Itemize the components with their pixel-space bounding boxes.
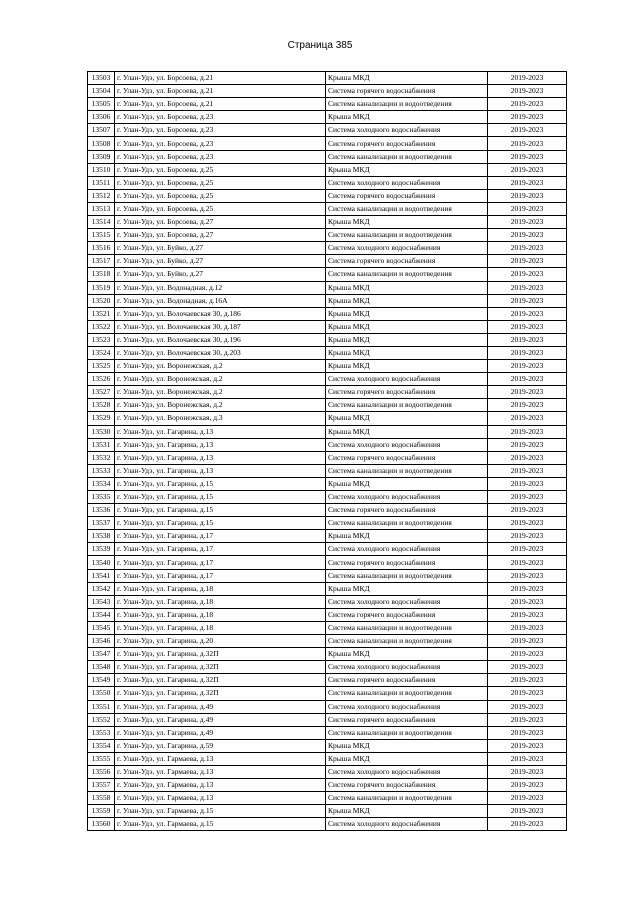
- system-cell: Крыша МКД: [326, 648, 488, 661]
- address-cell: г. Улан-Удэ, ул. Гагарина, д.15: [115, 477, 326, 490]
- row-id-cell: 13537: [88, 517, 115, 530]
- table-row: [88, 111, 567, 124]
- row-id-cell: 13559: [88, 805, 115, 818]
- row-id-cell: 13509: [88, 150, 115, 163]
- system-cell: Система горячего водоснабжения: [326, 713, 488, 726]
- system-cell: Система горячего водоснабжения: [326, 556, 488, 569]
- address-cell: г. Улан-Удэ, ул. Гагарина, д.15: [115, 504, 326, 517]
- system-cell: Крыша МКД: [326, 111, 488, 124]
- table-row: [88, 687, 567, 700]
- row-id-cell: 13530: [88, 425, 115, 438]
- table-row: [88, 425, 567, 438]
- address-cell: г. Улан-Удэ, ул. Гагарина, д.15: [115, 491, 326, 504]
- table-row: [88, 307, 567, 320]
- system-cell: Система горячего водоснабжения: [326, 674, 488, 687]
- period-cell: 2019-2023: [488, 530, 567, 543]
- period-cell: 2019-2023: [488, 543, 567, 556]
- row-id-cell: 13515: [88, 229, 115, 242]
- period-cell: 2019-2023: [488, 608, 567, 621]
- period-cell: 2019-2023: [488, 621, 567, 634]
- address-cell: г. Улан-Удэ, ул. Гагарина, д.13: [115, 425, 326, 438]
- period-cell: 2019-2023: [488, 150, 567, 163]
- system-cell: Система канализации и водоотведения: [326, 792, 488, 805]
- table-row: [88, 373, 567, 386]
- row-id-cell: 13542: [88, 582, 115, 595]
- row-id-cell: 13520: [88, 294, 115, 307]
- period-cell: 2019-2023: [488, 255, 567, 268]
- address-cell: г. Улан-Удэ, ул. Воронежская, д.2: [115, 360, 326, 373]
- table-row: [88, 438, 567, 451]
- period-cell: 2019-2023: [488, 399, 567, 412]
- system-cell: Система холодного водоснабжения: [326, 124, 488, 137]
- address-cell: г. Улан-Удэ, ул. Борсоева, д.21: [115, 85, 326, 98]
- system-cell: Крыша МКД: [326, 477, 488, 490]
- table-row: [88, 792, 567, 805]
- system-cell: Крыша МКД: [326, 582, 488, 595]
- row-id-cell: 13524: [88, 346, 115, 359]
- address-cell: г. Улан-Удэ, ул. Гармаева, д.15: [115, 805, 326, 818]
- address-cell: г. Улан-Удэ, ул. Воронежская, д.3: [115, 412, 326, 425]
- system-cell: Система канализации и водоотведения: [326, 150, 488, 163]
- period-cell: 2019-2023: [488, 765, 567, 778]
- address-cell: г. Улан-Удэ, ул. Волочаевская 30, д.203: [115, 346, 326, 359]
- row-id-cell: 13521: [88, 307, 115, 320]
- row-id-cell: 13527: [88, 386, 115, 399]
- row-id-cell: 13545: [88, 621, 115, 634]
- period-cell: 2019-2023: [488, 687, 567, 700]
- system-cell: Крыша МКД: [326, 333, 488, 346]
- address-cell: г. Улан-Удэ, ул. Борсоева, д.25: [115, 189, 326, 202]
- system-cell: Крыша МКД: [326, 307, 488, 320]
- system-cell: Система холодного водоснабжения: [326, 176, 488, 189]
- row-id-cell: 13506: [88, 111, 115, 124]
- system-cell: Система горячего водоснабжения: [326, 451, 488, 464]
- table-row: [88, 569, 567, 582]
- system-cell: Система горячего водоснабжения: [326, 608, 488, 621]
- address-cell: г. Улан-Удэ, ул. Гармаева, д.13: [115, 765, 326, 778]
- system-cell: Система холодного водоснабжения: [326, 818, 488, 831]
- row-id-cell: 13505: [88, 98, 115, 111]
- address-cell: г. Улан-Удэ, ул. Гагарина, д.32П: [115, 687, 326, 700]
- period-cell: 2019-2023: [488, 595, 567, 608]
- address-cell: г. Улан-Удэ, ул. Воронежская, д.2: [115, 386, 326, 399]
- table-row: [88, 648, 567, 661]
- table-row: [88, 635, 567, 648]
- period-cell: 2019-2023: [488, 111, 567, 124]
- row-id-cell: 13516: [88, 242, 115, 255]
- system-cell: Система канализации и водоотведения: [326, 268, 488, 281]
- address-cell: г. Улан-Удэ, ул. Гагарина, д.17: [115, 543, 326, 556]
- table-row: [88, 765, 567, 778]
- system-cell: Система горячего водоснабжения: [326, 779, 488, 792]
- period-cell: 2019-2023: [488, 818, 567, 831]
- system-cell: Система горячего водоснабжения: [326, 255, 488, 268]
- period-cell: 2019-2023: [488, 281, 567, 294]
- period-cell: 2019-2023: [488, 85, 567, 98]
- system-cell: Крыша МКД: [326, 805, 488, 818]
- address-cell: г. Улан-Удэ, ул. Гагарина, д.32П: [115, 648, 326, 661]
- table-row: [88, 700, 567, 713]
- table-row: [88, 661, 567, 674]
- system-cell: Крыша МКД: [326, 216, 488, 229]
- period-cell: 2019-2023: [488, 792, 567, 805]
- row-id-cell: 13547: [88, 648, 115, 661]
- row-id-cell: 13531: [88, 438, 115, 451]
- row-id-cell: 13543: [88, 595, 115, 608]
- table-row: [88, 72, 567, 85]
- table-row: [88, 386, 567, 399]
- period-cell: 2019-2023: [488, 189, 567, 202]
- period-cell: 2019-2023: [488, 635, 567, 648]
- address-cell: г. Улан-Удэ, ул. Борсоева, д.27: [115, 229, 326, 242]
- address-cell: г. Улан-Удэ, ул. Гагарина, д.49: [115, 700, 326, 713]
- table-row: [88, 491, 567, 504]
- row-id-cell: 13536: [88, 504, 115, 517]
- row-id-cell: 13549: [88, 674, 115, 687]
- address-cell: г. Улан-Удэ, ул. Гагарина, д.17: [115, 556, 326, 569]
- table-row: [88, 150, 567, 163]
- row-id-cell: 13511: [88, 176, 115, 189]
- row-id-cell: 13552: [88, 713, 115, 726]
- system-cell: Система горячего водоснабжения: [326, 85, 488, 98]
- address-cell: г. Улан-Удэ, ул. Гагарина, д.13: [115, 464, 326, 477]
- table-row: [88, 137, 567, 150]
- system-cell: Система канализации и водоотведения: [326, 569, 488, 582]
- row-id-cell: 13508: [88, 137, 115, 150]
- row-id-cell: 13544: [88, 608, 115, 621]
- period-cell: 2019-2023: [488, 268, 567, 281]
- period-cell: 2019-2023: [488, 517, 567, 530]
- system-cell: Крыша МКД: [326, 360, 488, 373]
- table-row: [88, 517, 567, 530]
- address-cell: г. Улан-Удэ, ул. Гагарина, д.18: [115, 621, 326, 634]
- period-cell: 2019-2023: [488, 229, 567, 242]
- table-row: [88, 752, 567, 765]
- address-cell: г. Улан-Удэ, ул. Гармаева, д.13: [115, 752, 326, 765]
- address-cell: г. Улан-Удэ, ул. Борсоева, д.23: [115, 111, 326, 124]
- system-cell: Крыша МКД: [326, 294, 488, 307]
- system-cell: Система холодного водоснабжения: [326, 543, 488, 556]
- data-table: [87, 71, 567, 831]
- system-cell: Крыша МКД: [326, 530, 488, 543]
- table-row: [88, 216, 567, 229]
- table-row: [88, 543, 567, 556]
- table-row: [88, 595, 567, 608]
- period-cell: 2019-2023: [488, 137, 567, 150]
- table-row: [88, 281, 567, 294]
- period-cell: 2019-2023: [488, 124, 567, 137]
- period-cell: 2019-2023: [488, 72, 567, 85]
- address-cell: г. Улан-Удэ, ул. Гагарина, д.18: [115, 595, 326, 608]
- address-cell: г. Улан-Удэ, ул. Борсоева, д.23: [115, 124, 326, 137]
- address-cell: г. Улан-Удэ, ул. Борсоева, д.25: [115, 163, 326, 176]
- table-row: [88, 726, 567, 739]
- table-row: [88, 779, 567, 792]
- row-id-cell: 13550: [88, 687, 115, 700]
- row-id-cell: 13551: [88, 700, 115, 713]
- table-row: [88, 608, 567, 621]
- table-row: [88, 163, 567, 176]
- system-cell: Система холодного водоснабжения: [326, 700, 488, 713]
- system-cell: Крыша МКД: [326, 281, 488, 294]
- table-row: [88, 464, 567, 477]
- address-cell: г. Улан-Удэ, ул. Волочаевская 30, д.187: [115, 320, 326, 333]
- system-cell: Система канализации и водоотведения: [326, 621, 488, 634]
- address-cell: г. Улан-Удэ, ул. Гагарина, д.49: [115, 726, 326, 739]
- period-cell: 2019-2023: [488, 98, 567, 111]
- row-id-cell: 13528: [88, 399, 115, 412]
- row-id-cell: 13538: [88, 530, 115, 543]
- address-cell: г. Улан-Удэ, ул. Гармаева, д.13: [115, 792, 326, 805]
- table-row: [88, 818, 567, 831]
- address-cell: г. Улан-Удэ, ул. Гармаева, д.15: [115, 818, 326, 831]
- system-cell: Крыша МКД: [326, 163, 488, 176]
- table-row: [88, 176, 567, 189]
- period-cell: 2019-2023: [488, 805, 567, 818]
- system-cell: Система горячего водоснабжения: [326, 386, 488, 399]
- address-cell: г. Улан-Удэ, ул. Гагарина, д.59: [115, 739, 326, 752]
- period-cell: 2019-2023: [488, 451, 567, 464]
- system-cell: Крыша МКД: [326, 72, 488, 85]
- table-row: [88, 477, 567, 490]
- row-id-cell: 13525: [88, 360, 115, 373]
- address-cell: г. Улан-Удэ, ул. Борсоева, д.23: [115, 150, 326, 163]
- address-cell: г. Улан-Удэ, ул. Волочаевская 30, д.196: [115, 333, 326, 346]
- table-row: [88, 582, 567, 595]
- row-id-cell: 13548: [88, 661, 115, 674]
- address-cell: г. Улан-Удэ, ул. Буйко, д.27: [115, 268, 326, 281]
- row-id-cell: 13557: [88, 779, 115, 792]
- row-id-cell: 13556: [88, 765, 115, 778]
- row-id-cell: 13503: [88, 72, 115, 85]
- period-cell: 2019-2023: [488, 425, 567, 438]
- system-cell: Система холодного водоснабжения: [326, 438, 488, 451]
- table-row: [88, 399, 567, 412]
- period-cell: 2019-2023: [488, 779, 567, 792]
- row-id-cell: 13560: [88, 818, 115, 831]
- row-id-cell: 13513: [88, 202, 115, 215]
- table-row: [88, 805, 567, 818]
- address-cell: г. Улан-Удэ, ул. Гагарина, д.20: [115, 635, 326, 648]
- period-cell: 2019-2023: [488, 713, 567, 726]
- address-cell: г. Улан-Удэ, ул. Воронежская, д.2: [115, 399, 326, 412]
- period-cell: 2019-2023: [488, 360, 567, 373]
- period-cell: 2019-2023: [488, 216, 567, 229]
- row-id-cell: 13541: [88, 569, 115, 582]
- system-cell: Крыша МКД: [326, 739, 488, 752]
- address-cell: г. Улан-Удэ, ул. Борсоева, д.23: [115, 137, 326, 150]
- row-id-cell: 13540: [88, 556, 115, 569]
- period-cell: 2019-2023: [488, 582, 567, 595]
- period-cell: 2019-2023: [488, 661, 567, 674]
- system-cell: Система канализации и водоотведения: [326, 399, 488, 412]
- row-id-cell: 13504: [88, 85, 115, 98]
- address-cell: г. Улан-Удэ, ул. Гагарина, д.13: [115, 438, 326, 451]
- table-row: [88, 333, 567, 346]
- system-cell: Система холодного водоснабжения: [326, 661, 488, 674]
- period-cell: 2019-2023: [488, 412, 567, 425]
- table-row: [88, 360, 567, 373]
- row-id-cell: 13535: [88, 491, 115, 504]
- period-cell: 2019-2023: [488, 491, 567, 504]
- address-cell: г. Улан-Удэ, ул. Гагарина, д.32П: [115, 661, 326, 674]
- period-cell: 2019-2023: [488, 373, 567, 386]
- system-cell: Крыша МКД: [326, 425, 488, 438]
- table-row: [88, 739, 567, 752]
- system-cell: Система холодного водоснабжения: [326, 491, 488, 504]
- period-cell: 2019-2023: [488, 556, 567, 569]
- system-cell: Система канализации и водоотведения: [326, 726, 488, 739]
- address-cell: г. Улан-Удэ, ул. Гагарина, д.49: [115, 713, 326, 726]
- period-cell: 2019-2023: [488, 464, 567, 477]
- address-cell: г. Улан-Удэ, ул. Борсоева, д.25: [115, 202, 326, 215]
- address-cell: г. Улан-Удэ, ул. Борсоева, д.21: [115, 72, 326, 85]
- row-id-cell: 13555: [88, 752, 115, 765]
- period-cell: 2019-2023: [488, 752, 567, 765]
- address-cell: г. Улан-Удэ, ул. Водонадная, д.16А: [115, 294, 326, 307]
- row-id-cell: 13532: [88, 451, 115, 464]
- table-row: [88, 124, 567, 137]
- system-cell: Система холодного водоснабжения: [326, 765, 488, 778]
- period-cell: 2019-2023: [488, 294, 567, 307]
- row-id-cell: 13519: [88, 281, 115, 294]
- address-cell: г. Улан-Удэ, ул. Водонадная, д.12: [115, 281, 326, 294]
- row-id-cell: 13517: [88, 255, 115, 268]
- system-cell: Крыша МКД: [326, 752, 488, 765]
- table-row: [88, 320, 567, 333]
- address-cell: г. Улан-Удэ, ул. Гагарина, д.32П: [115, 674, 326, 687]
- row-id-cell: 13522: [88, 320, 115, 333]
- system-cell: Система канализации и водоотведения: [326, 517, 488, 530]
- address-cell: г. Улан-Удэ, ул. Гагарина, д.17: [115, 569, 326, 582]
- table-row: [88, 85, 567, 98]
- period-cell: 2019-2023: [488, 307, 567, 320]
- page-title: Страница 385: [287, 40, 353, 51]
- period-cell: 2019-2023: [488, 739, 567, 752]
- table-row: [88, 412, 567, 425]
- table-row: [88, 242, 567, 255]
- table-row: [88, 294, 567, 307]
- row-id-cell: 13553: [88, 726, 115, 739]
- row-id-cell: 13514: [88, 216, 115, 229]
- system-cell: Система холодного водоснабжения: [326, 595, 488, 608]
- address-cell: г. Улан-Удэ, ул. Борсоева, д.25: [115, 176, 326, 189]
- period-cell: 2019-2023: [488, 700, 567, 713]
- address-cell: г. Улан-Удэ, ул. Гагарина, д.17: [115, 530, 326, 543]
- row-id-cell: 13507: [88, 124, 115, 137]
- address-cell: г. Улан-Удэ, ул. Буйко, д.27: [115, 242, 326, 255]
- address-cell: г. Улан-Удэ, ул. Буйко, д.27: [115, 255, 326, 268]
- row-id-cell: 13558: [88, 792, 115, 805]
- row-id-cell: 13526: [88, 373, 115, 386]
- address-cell: г. Улан-Удэ, ул. Гармаева, д.13: [115, 779, 326, 792]
- system-cell: Система канализации и водоотведения: [326, 229, 488, 242]
- table-row: [88, 202, 567, 215]
- period-cell: 2019-2023: [488, 504, 567, 517]
- period-cell: 2019-2023: [488, 674, 567, 687]
- period-cell: 2019-2023: [488, 176, 567, 189]
- address-cell: г. Улан-Удэ, ул. Волочаевская 30, д.186: [115, 307, 326, 320]
- period-cell: 2019-2023: [488, 242, 567, 255]
- system-cell: Система горячего водоснабжения: [326, 189, 488, 202]
- period-cell: 2019-2023: [488, 569, 567, 582]
- address-cell: г. Улан-Удэ, ул. Гагарина, д.15: [115, 517, 326, 530]
- address-cell: г. Улан-Удэ, ул. Гагарина, д.13: [115, 451, 326, 464]
- period-cell: 2019-2023: [488, 333, 567, 346]
- system-cell: Крыша МКД: [326, 346, 488, 359]
- address-cell: г. Улан-Удэ, ул. Борсоева, д.21: [115, 98, 326, 111]
- period-cell: 2019-2023: [488, 438, 567, 451]
- period-cell: 2019-2023: [488, 320, 567, 333]
- system-cell: Система канализации и водоотведения: [326, 687, 488, 700]
- row-id-cell: 13546: [88, 635, 115, 648]
- table-body: [88, 72, 567, 831]
- row-id-cell: 13510: [88, 163, 115, 176]
- system-cell: Крыша МКД: [326, 320, 488, 333]
- period-cell: 2019-2023: [488, 648, 567, 661]
- row-id-cell: 13512: [88, 189, 115, 202]
- table-row: [88, 255, 567, 268]
- period-cell: 2019-2023: [488, 346, 567, 359]
- system-cell: Крыша МКД: [326, 412, 488, 425]
- row-id-cell: 13533: [88, 464, 115, 477]
- period-cell: 2019-2023: [488, 163, 567, 176]
- table-row: [88, 621, 567, 634]
- address-cell: г. Улан-Удэ, ул. Гагарина, д.18: [115, 608, 326, 621]
- row-id-cell: 13534: [88, 477, 115, 490]
- row-id-cell: 13523: [88, 333, 115, 346]
- system-cell: Система холодного водоснабжения: [326, 242, 488, 255]
- table-row: [88, 98, 567, 111]
- table-row: [88, 229, 567, 242]
- table-row: [88, 556, 567, 569]
- period-cell: 2019-2023: [488, 386, 567, 399]
- system-cell: Система холодного водоснабжения: [326, 373, 488, 386]
- row-id-cell: 13539: [88, 543, 115, 556]
- period-cell: 2019-2023: [488, 726, 567, 739]
- row-id-cell: 13518: [88, 268, 115, 281]
- table-row: [88, 504, 567, 517]
- table-row: [88, 674, 567, 687]
- table-row: [88, 346, 567, 359]
- row-id-cell: 13554: [88, 739, 115, 752]
- period-cell: 2019-2023: [488, 202, 567, 215]
- table-row: [88, 268, 567, 281]
- system-cell: Система канализации и водоотведения: [326, 635, 488, 648]
- address-cell: г. Улан-Удэ, ул. Борсоева, д.27: [115, 216, 326, 229]
- row-id-cell: 13529: [88, 412, 115, 425]
- table-row: [88, 189, 567, 202]
- table-row: [88, 451, 567, 464]
- system-cell: Система канализации и водоотведения: [326, 98, 488, 111]
- system-cell: Система канализации и водоотведения: [326, 202, 488, 215]
- system-cell: Система горячего водоснабжения: [326, 137, 488, 150]
- system-cell: Система горячего водоснабжения: [326, 504, 488, 517]
- table-row: [88, 713, 567, 726]
- period-cell: 2019-2023: [488, 477, 567, 490]
- table-row: [88, 530, 567, 543]
- address-cell: г. Улан-Удэ, ул. Воронежская, д.2: [115, 373, 326, 386]
- address-cell: г. Улан-Удэ, ул. Гагарина, д.18: [115, 582, 326, 595]
- system-cell: Система канализации и водоотведения: [326, 464, 488, 477]
